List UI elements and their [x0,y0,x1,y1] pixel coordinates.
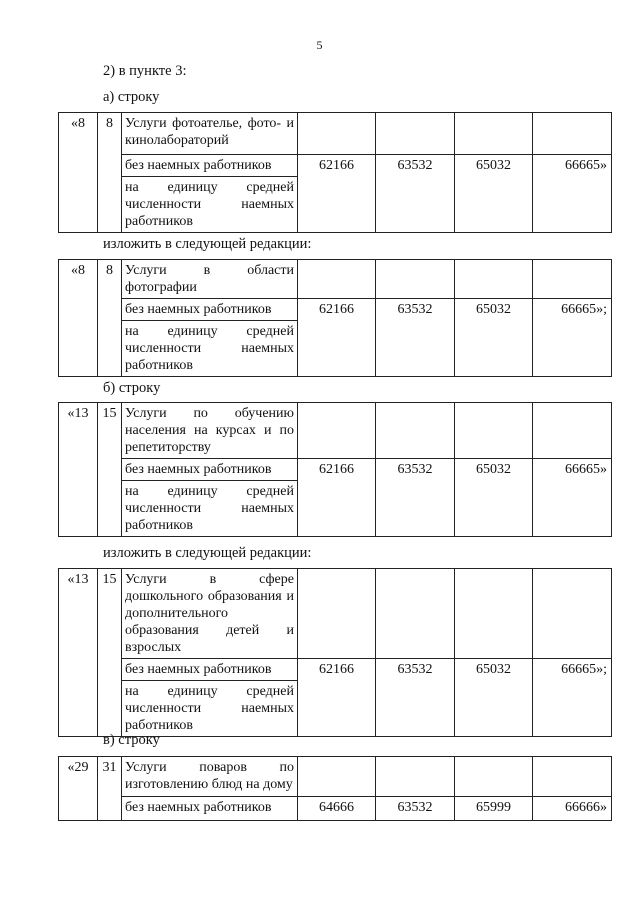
subrow-per-employee: на единицу средней численности наемных работников [122,481,298,537]
subrow-no-employees: без наемных работников [122,797,298,821]
value-cell: 62166 [298,659,376,737]
value-cell: 64666 [298,797,376,821]
table-c [58,756,612,821]
subrow-no-employees: без наемных работников [122,459,298,481]
code-column-2: 8 [98,260,122,377]
value-cell: 65032 [455,155,533,233]
code-column-1: «29 [59,757,98,821]
empty-cell [376,569,455,659]
empty-cell [376,113,455,155]
empty-cell [533,757,612,797]
empty-cell [298,113,376,155]
service-title: Услуги поваров по изготовлению блюд на дому [122,757,298,797]
code-column-2: 15 [98,403,122,537]
value-cell: 62166 [298,299,376,377]
code-column-2: 8 [98,113,122,233]
empty-cell [533,403,612,459]
subrow-per-employee: на единицу средней численности наемных работников [122,177,298,233]
table-b-new [58,568,612,737]
empty-cell [376,757,455,797]
empty-cell [455,113,533,155]
page-number: 5 [316,38,323,52]
table-a [58,112,612,233]
subrow-no-employees: без наемных работников [122,155,298,177]
value-cell: 66665»; [533,299,612,377]
service-title: Услуги по обучению населения на курсах и по репетиторству [122,403,298,459]
section-b-replace-label: изложить в следующей редакции: [103,545,312,561]
value-cell: 66665»; [533,659,612,737]
subrow-no-employees: без наемных работников [122,659,298,681]
service-title: Услуги в области фотографии [122,260,298,299]
code-column-2: 31 [98,757,122,821]
value-cell: 65032 [455,459,533,537]
value-cell: 62166 [298,155,376,233]
empty-cell [455,403,533,459]
empty-cell [455,260,533,299]
intro-paragraph: 2) в пункте 3: [103,63,187,79]
subrow-per-employee: на единицу средней численности наемных работников [122,321,298,377]
code-column-1: «13 [59,569,98,737]
service-title: Услуги в сфере дошкольного образования и дополнительного образования детей и взрослых [122,569,298,659]
empty-cell [376,260,455,299]
value-cell: 65032 [455,659,533,737]
value-cell: 63532 [376,155,455,233]
subrow-no-employees: без наемных работников [122,299,298,321]
value-cell: 62166 [298,459,376,537]
value-cell: 66666» [533,797,612,821]
value-cell: 63532 [376,299,455,377]
empty-cell [455,569,533,659]
value-cell: 66665» [533,459,612,537]
section-a-label: а) строку [103,89,160,105]
empty-cell [533,113,612,155]
value-cell: 66665» [533,155,612,233]
empty-cell [298,260,376,299]
subrow-per-employee: на единицу средней численности наемных работников [122,681,298,737]
empty-cell [533,260,612,299]
service-title: Услуги фотоателье, фото- и кинолабораторий [122,113,298,155]
code-column-1: «8 [59,113,98,233]
section-b-label: б) строку [103,380,161,396]
section-c-label: в) строку [103,732,160,748]
empty-cell [533,569,612,659]
value-cell: 65999 [455,797,533,821]
table-a-new [58,259,612,377]
code-column-1: «13 [59,403,98,537]
code-column-2: 15 [98,569,122,737]
value-cell: 65032 [455,299,533,377]
value-cell: 63532 [376,459,455,537]
empty-cell [298,569,376,659]
empty-cell [455,757,533,797]
section-a-replace-label: изложить в следующей редакции: [103,236,312,252]
value-cell: 63532 [376,797,455,821]
value-cell: 63532 [376,659,455,737]
empty-cell [298,757,376,797]
table-b [58,402,612,537]
empty-cell [298,403,376,459]
empty-cell [376,403,455,459]
code-column-1: «8 [59,260,98,377]
